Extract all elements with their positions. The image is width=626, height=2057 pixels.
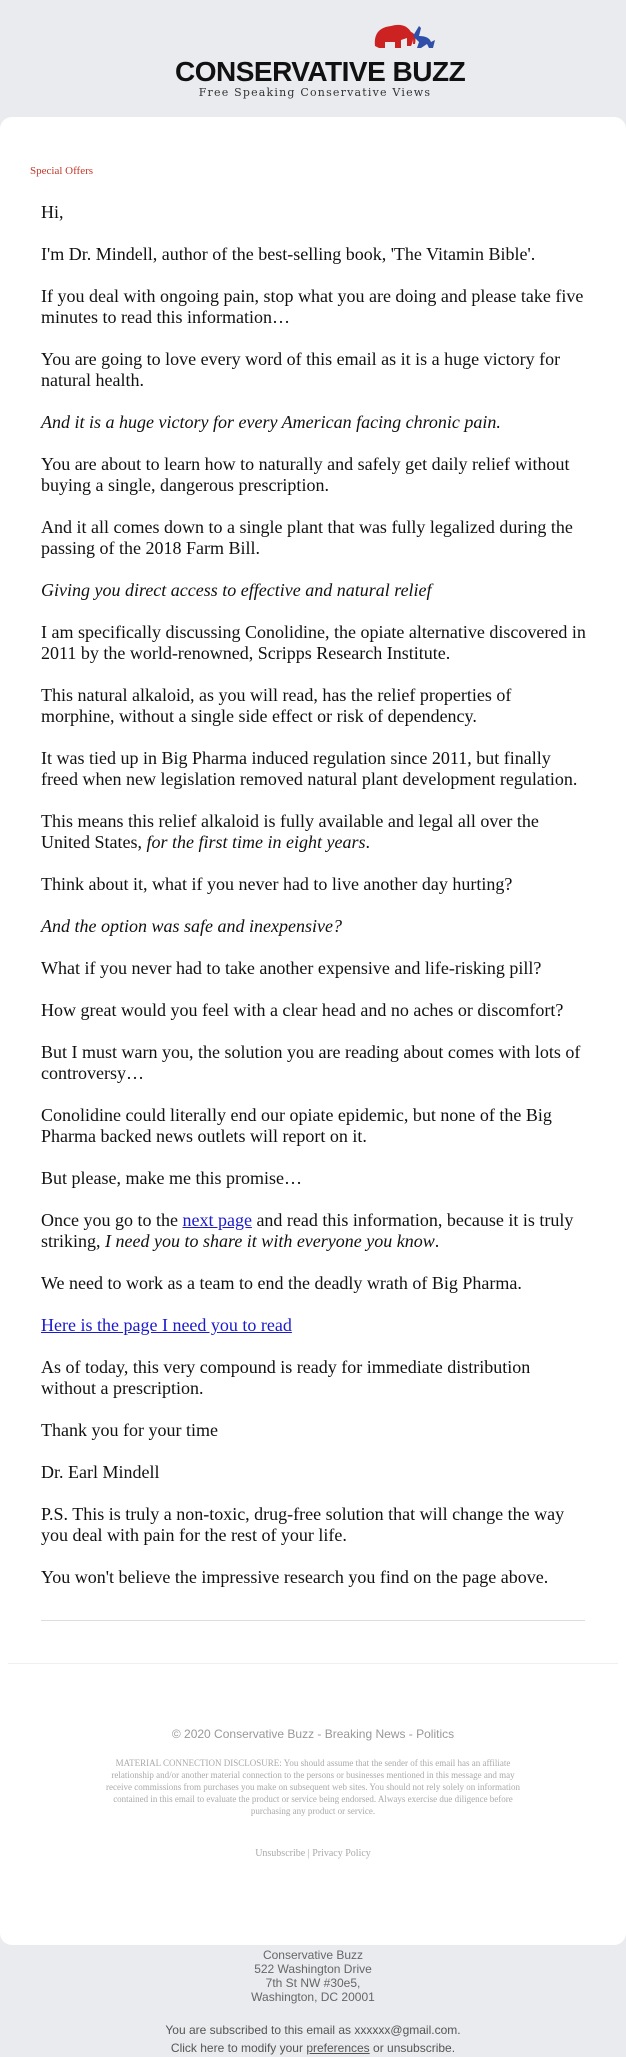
paragraph: P.S. This is truly a non-toxic, drug-free solution that will change the way you deal with pain for the rest of your life. xyxy=(41,1504,565,1545)
postal-address xyxy=(0,1948,626,2004)
paragraph: As of today, this very compound is ready for immediate distribution without a prescription. xyxy=(41,1357,531,1398)
unsubscribe-link[interactable]: Unsubscribe xyxy=(255,1848,306,1859)
italic-text: I need you to share it with everyone you know xyxy=(105,1231,435,1251)
next-page-link[interactable]: next page xyxy=(182,1210,252,1230)
divider xyxy=(41,1620,585,1621)
italic-text: for the first time in eight years xyxy=(146,832,366,852)
brand-logo xyxy=(175,18,466,99)
paragraph-italic xyxy=(41,580,589,601)
text-span: and read this information, because it is truly striking, xyxy=(41,1210,574,1251)
paragraph: How great would you feel with a clear head and no aches or discomfort? xyxy=(41,1000,564,1020)
modify-preferences-text xyxy=(0,2039,626,2057)
link-separator: | xyxy=(307,1848,310,1859)
divider xyxy=(8,1663,618,1664)
copyright: © 2020 Conservative Buzz - Breaking News - Politics xyxy=(171,1727,455,1741)
paragraph: You are going to love every word of this email as it is a huge victory for natural health. xyxy=(41,349,561,390)
italic-text: And the option was safe and inexpensive? xyxy=(41,916,342,936)
text-span: Once you go to the xyxy=(41,1210,183,1230)
disclosure: MATERIAL CONNECTION DISCLOSURE: You should assume that the sender of this email has an affiliate relationship and/or another material connection to the persons or businesses mentioned in this message and may receive commissions from purchases you make on subsequent web sites. You should not rely solely on information contained in this email to evaluate the product or service being endorsed. Always exercise due diligence before purchasing any product or service. xyxy=(106,1758,520,1816)
footer-links xyxy=(0,1848,626,1859)
preferences-link[interactable]: preferences xyxy=(306,2041,370,2055)
brand-title: CONSERVATIVE BUZZ xyxy=(175,56,466,87)
paragraph: Conolidine could literally end our opiate epidemic, but none of the Big Pharma backed news outlets will report on it. xyxy=(41,1105,552,1146)
privacy-policy-link[interactable]: Privacy Policy xyxy=(312,1848,371,1859)
email-header xyxy=(0,0,626,117)
italic-text: Giving you direct access to effective and natural relief xyxy=(41,580,432,600)
paragraph-link xyxy=(41,1315,589,1336)
paragraph: But I must warn you, the solution you are reading about comes with lots of controversy… xyxy=(41,1042,581,1083)
paragraph: I am specifically discussing Conolidine, the opiate alternative discovered in 2011 by the world-renowned, Scripps Research Institute. xyxy=(41,622,586,663)
paragraph: It was tied up in Big Pharma induced regulation since 2011, but finally freed when new legislation removed natural plant development regulation. xyxy=(41,748,578,789)
text-span: . xyxy=(365,832,370,852)
address-line: 7th St NW #30e5, xyxy=(265,1976,361,1990)
paragraph: This natural alkaloid, as you will read, has the relief properties of morphine, without a single side effect or risk of dependency. xyxy=(41,685,512,726)
paragraph: If you deal with ongoing pain, stop what you are doing and please take five minutes to read this information… xyxy=(41,286,584,327)
subscription-info xyxy=(0,2021,626,2057)
email-card xyxy=(0,117,626,1945)
address-line: Conservative Buzz xyxy=(262,1948,364,1962)
signature: Dr. Earl Mindell xyxy=(41,1462,160,1482)
text-span: Click here to modify your xyxy=(170,2041,307,2055)
paragraph: I'm Dr. Mindell, author of the best-selling book, 'The Vitamin Bible'. xyxy=(41,244,536,264)
text-span: . xyxy=(434,1231,440,1251)
address-line: 522 Washington Drive xyxy=(254,1962,372,1976)
paragraph: Thank you for your time xyxy=(41,1420,218,1440)
paragraph: And it all comes down to a single plant that was fully legalized during the passing of the 2018 Farm Bill. xyxy=(41,517,573,558)
text-span: or unsubscribe. xyxy=(369,2041,456,2055)
text-span: This means this relief alkaloid is fully available and legal all over the United States, xyxy=(41,811,539,852)
greeting: Hi, xyxy=(41,202,64,222)
paragraph: You won't believe the impressive research you find on the page above. xyxy=(41,1567,549,1587)
paragraph: We need to work as a team to end the deadly wrath of Big Pharma. xyxy=(41,1273,522,1293)
brand-tagline: Free Speaking Conservative Views xyxy=(198,86,432,99)
special-offers-label: Special Offers xyxy=(30,165,94,177)
address-line: Washington, DC 20001 xyxy=(251,1990,375,2004)
read-page-link[interactable]: Here is the page I need you to read xyxy=(41,1315,292,1335)
paragraph: Think about it, what if you never had to live another day hurting? xyxy=(41,874,513,894)
paragraph xyxy=(41,811,589,853)
paragraph xyxy=(41,1210,589,1252)
paragraph-italic xyxy=(41,916,589,937)
paragraph-italic xyxy=(41,412,589,433)
email-body xyxy=(41,202,589,1609)
paragraph: You are about to learn how to naturally and safely get daily relief without buying a single, dangerous prescription. xyxy=(41,454,570,495)
paragraph: What if you never had to take another expensive and life-risking pill? xyxy=(41,958,542,978)
subscribed-email-text: You are subscribed to this email as xxxxxx@gmail.com. xyxy=(165,2023,461,2037)
paragraph: But please, make me this promise… xyxy=(41,1168,302,1188)
italic-text: And it is a huge victory for every American facing chronic pain. xyxy=(41,412,501,432)
